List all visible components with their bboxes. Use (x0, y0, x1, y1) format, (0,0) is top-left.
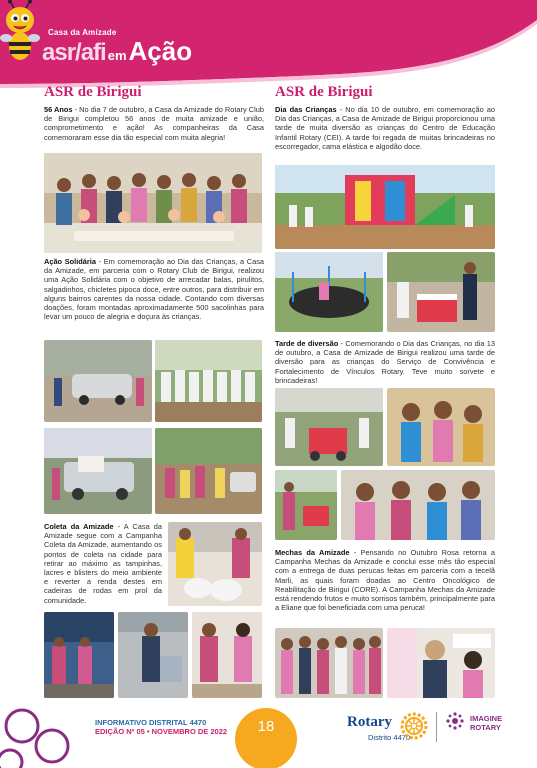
left-paragraph-coleta-block (44, 522, 162, 605)
para-text: - A Casa da Amizade segue com a Campanha Coleta da Amizade, aumentando os pontos de coleta na cidade para retirar ao máximo as tampinhas, lacres e blisters do meio ambiente e reverter a renda destes em cadeiras de rodas em prol da comunidade. (44, 522, 163, 605)
photo-children-group (341, 470, 495, 540)
para-lead: Ação Solidária (44, 257, 96, 266)
imagine-rotary-text (470, 714, 502, 732)
para-text: - Comemorando o Dia das Crianças, no dia 13 de outubro, a Casa de Amizade de Birigui realizou uma tarde de diversão para as crianças do Serviço de Convivência e Fortalecimento de Vínculos Rotary. Teve muito sorvete e brincadeiras! (275, 339, 495, 385)
right-paragraph-dia-criancas (275, 105, 495, 151)
footer-divider (436, 712, 437, 742)
left-section-title: ASR de Birigui (44, 84, 142, 100)
imagine-line1: IMAGINE (470, 714, 503, 723)
photo-acao-group (155, 340, 262, 422)
para-text: - Em comemoração ao Dia das Crianças, a Casa da Amizade, em parceria com o Rotary Club de Birigui, realizou uma Ação Solidária com o objetivo de arrecadar balas, pirulitos, salgadinhos, chicletes pipoca doce, entre outros, para distribuir em alguns bairros carentes da nossa cidade. Contando com diversas doações, foram montadas aproximadamente 500 sacolinhas para levar um pouco de alegria e doçura às crianças. (44, 257, 264, 322)
photo-mechas-wig (387, 628, 495, 698)
photo-cart-woman (275, 470, 337, 540)
para-lead: Dia das Crianças (275, 105, 337, 114)
right-column (275, 84, 495, 151)
photo-coleta-sinal (44, 612, 114, 698)
brand-acao: Ação (128, 36, 193, 66)
footer-circles-decoration (0, 700, 100, 768)
footer-info (95, 718, 227, 736)
imagine-line2: ROTARY (470, 723, 501, 732)
brand-em: em (107, 48, 127, 63)
brand-asr: asr/afi (42, 39, 106, 66)
photo-coleta-woman (118, 612, 188, 698)
brand-logo (40, 24, 230, 68)
imagine-rotary-icon (446, 712, 464, 730)
para-lead: Coleta da Amizade (44, 522, 114, 531)
left-paragraph-acao-block (44, 257, 264, 321)
photo-coleta-bags (168, 522, 262, 606)
footer-info-line1: INFORMATIVO DISTRITAL 4470 (95, 718, 207, 727)
right-section-title: ASR de Birigui (275, 84, 373, 100)
page-number: 18 (257, 718, 275, 735)
right-paragraph-mechas-block (275, 548, 495, 612)
photo-ice-cream-cart (275, 388, 383, 466)
rotary-district: Distrito 4470 (368, 733, 411, 742)
photo-cotton-candy (387, 252, 495, 332)
left-paragraph-56-anos (44, 105, 264, 142)
photo-anniversary-group (44, 153, 262, 253)
page-number-badge (235, 708, 297, 768)
left-paragraph-acao-solidaria (44, 257, 264, 321)
page-header (0, 0, 537, 88)
left-column (44, 84, 264, 142)
rotary-wheel-icon (400, 712, 428, 740)
right-paragraph-tarde-block (275, 339, 495, 385)
photo-coleta-pair (192, 612, 262, 698)
brand-top-label: Casa da Amizade (48, 28, 117, 37)
footer-info-line2: EDIÇÃO Nº 05 • NOVEMBRO DE 2022 (95, 727, 228, 736)
para-lead: 56 Anos (44, 105, 73, 114)
page-footer (0, 700, 537, 768)
photo-acao-truck (44, 428, 152, 514)
para-text: - No dia 7 de outubro, a Casa da Amizade do Rotary Club de Birigui completou 56 anos de muita amizade e união, comprometimento e ação! As companheiras da Casa comemoraram esse dia tão especial com muita alegria! (44, 105, 264, 142)
rotary-wordmark: Rotary (347, 714, 392, 730)
bee-mascot-icon (0, 0, 42, 64)
para-text: - No dia 10 de outubro, em comemoração ao Dia das Crianças, a Casa de Amizade de Birigui proporcionou uma tarde de muita diversão as crianças do Centro de Educação Infantil Rotary (CEI). A tarde foi regada de muitas brincadeiras no escorregador, cama elástica e algodão doce. (275, 105, 495, 151)
para-text: - Pensando no Outubro Rosa retorna a Campanha Mechas da Amizade e conclui esse mês tão especial com a entrega de duas perucas feitas em parceria com a tecelã Marli, as quais foram doadas ao Centro Oncológico de Reabilitação de Birigui (CORE). A Campanha Mechas da Amizade está rendendo frutos e muito sorrisos também, principalmente para a Eliane que foi beneficiada com uma peruca! (275, 548, 495, 613)
para-lead: Tarde de diversão (275, 339, 339, 348)
left-paragraph-coleta (44, 522, 162, 605)
photo-trampoline (275, 252, 383, 332)
para-lead: Mechas da Amizade (275, 548, 350, 557)
photo-inflatable (275, 165, 495, 249)
photo-acao-kids (155, 428, 262, 514)
right-paragraph-tarde (275, 339, 495, 385)
photo-acao-car (44, 340, 152, 422)
photo-mechas-group (275, 628, 383, 698)
right-paragraph-mechas (275, 548, 495, 612)
photo-kids-ice-cream (387, 388, 495, 466)
